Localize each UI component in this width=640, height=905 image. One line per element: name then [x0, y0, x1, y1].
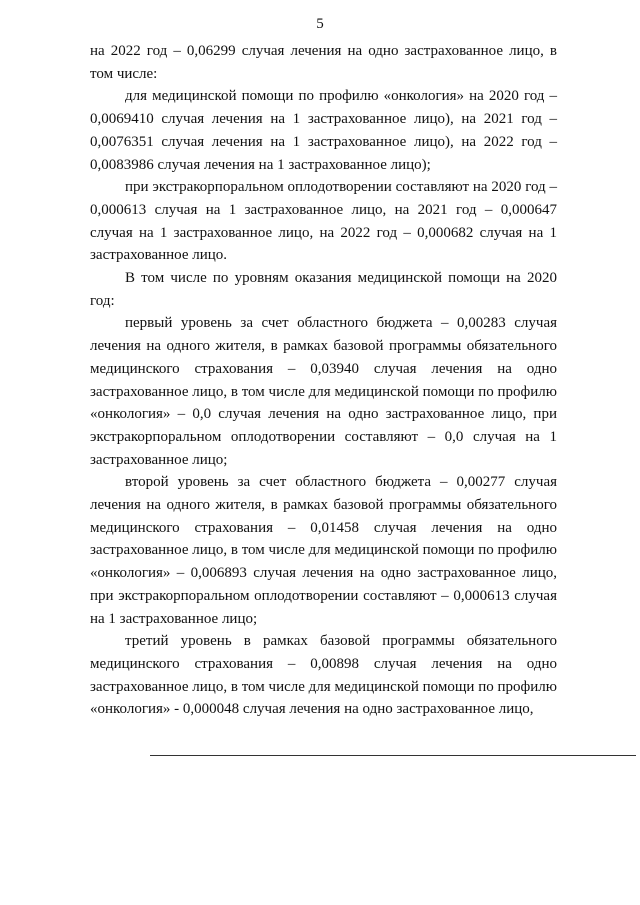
page-number: 5	[316, 16, 324, 32]
paragraph-second-level: второй уровень за счет областного бюджета – 0,00277 случая лечения на одного жителя, в рамках базовой программы обязательного медицинского страхования – 0,01458 случая лечения на одно застрахованное лицо, в том числе для медицинской помощи по профилю «онкология» – 0,006893 случая лечения на одно застрахованное лицо, при экстракорпоральном оплодотворении составляют – 0,000613 случая на 1 застрахованное лицо;	[90, 474, 557, 627]
paragraph-first-level: первый уровень за счет областного бюджета – 0,00283 случая лечения на одного жителя, в рамках базовой программы обязательного медицинского страхования – 0,03940 случая лечения на одно застрахованное лицо, в том числе для медицинской помощи по профилю «онкология» – 0,0 случая лечения на одно застрахованное лицо, при экстракорпоральном оплодотворении составляют – 0,0 случая на 1 застрахованное лицо;	[90, 315, 557, 468]
paragraph-oncology-rates: для медицинской помощи по профилю «онкология» на 2020 год – 0,0069410 случая лечения на 1 застрахованное лицо), на 2021 год – 0,0076351 случая лечения на 1 застрахованное лицо), на 2022 год – 0,0083986 случая лечения на 1 застрахованное лицо);	[90, 88, 557, 173]
document-body	[90, 40, 557, 721]
paragraph-continuation: на 2022 год – 0,06299 случая лечения на одно застрахованное лицо, в том числе:	[90, 43, 557, 82]
footer-rule	[150, 755, 636, 756]
paragraph-levels-intro: В том числе по уровням оказания медицинской помощи на 2020 год:	[90, 270, 557, 309]
paragraph-ivf-rates: при экстракорпоральном оплодотворении составляют на 2020 год – 0,000613 случая на 1 застрахованное лицо, на 2021 год – 0,000647 случая на 1 застрахованное лицо, на 2022 год – 0,000682 случая на 1 застрахованное лицо.	[90, 179, 557, 264]
paragraph-third-level: третий уровень в рамках базовой программы обязательного медицинского страхования – 0,00898 случая лечения на одно застрахованное лицо, в том числе для медицинской помощи по профилю «онкология» - 0,000048 случая лечения на одно застрахованное лицо,	[90, 633, 557, 718]
